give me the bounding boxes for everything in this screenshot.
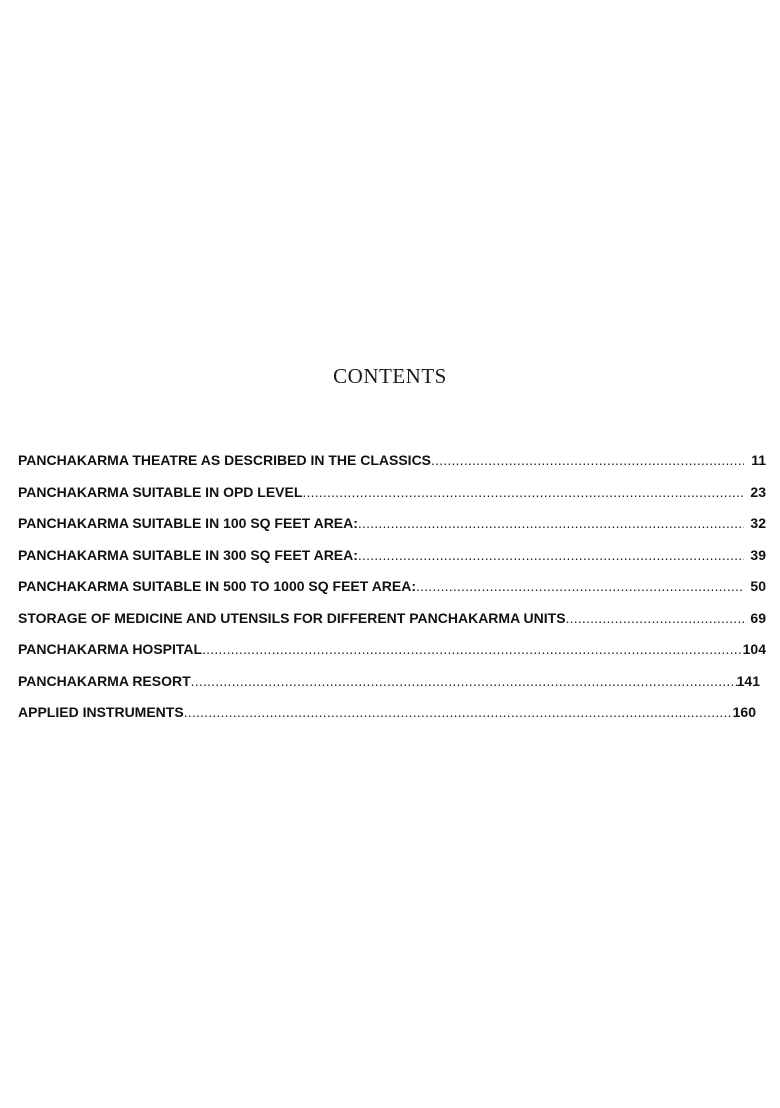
toc-entry	[18, 673, 760, 705]
toc-entry-title: PANCHAKARMA HOSPITAL	[18, 641, 203, 657]
toc-entry	[18, 578, 766, 610]
dot-leader	[191, 673, 737, 689]
toc-entry	[18, 641, 766, 673]
toc-entry-page: 11	[751, 452, 766, 468]
table-of-contents	[18, 452, 766, 736]
toc-entry-page: 104	[742, 641, 766, 657]
toc-entry	[18, 704, 756, 736]
toc-entry	[18, 515, 766, 547]
toc-entry-title: PANCHAKARMA THEATRE AS DESCRIBED IN THE CLASSICS	[18, 452, 432, 468]
toc-entry-page: 39	[750, 546, 766, 563]
toc-entry-title: PANCHAKARMA RESORT	[18, 672, 191, 689]
toc-entry-title: STORAGE OF MEDICINE AND UTENSILS FOR DIFFERENT PANCHAKARMA UNITS	[18, 609, 566, 626]
toc-entry-page: 50	[750, 578, 766, 594]
toc-entry-page: 141	[736, 672, 760, 689]
toc-entry	[18, 484, 766, 516]
toc-entry-page: 23	[750, 483, 766, 500]
dot-leader	[184, 704, 733, 720]
dot-leader	[202, 641, 743, 657]
dot-leader	[416, 578, 744, 594]
dot-leader	[302, 484, 744, 500]
toc-entry-title: PANCHAKARMA SUITABLE IN OPD LEVEL	[18, 483, 303, 500]
toc-entry-page: 69	[750, 609, 766, 626]
toc-entry	[18, 547, 766, 579]
toc-entry-title: PANCHAKARMA SUITABLE IN 500 TO 1000 SQ FEET AREA:	[18, 578, 417, 594]
dot-leader	[431, 452, 744, 468]
toc-entry-page: 32	[750, 515, 766, 531]
dot-leader	[358, 515, 744, 531]
toc-entry-page: 160	[732, 704, 756, 720]
toc-entry	[18, 610, 766, 642]
dot-leader	[566, 610, 744, 626]
contents-heading: CONTENTS	[333, 364, 447, 388]
toc-entry-title: APPLIED INSTRUMENTS	[18, 704, 184, 720]
dot-leader	[358, 547, 744, 563]
toc-entry	[18, 452, 766, 484]
toc-entry-title: PANCHAKARMA SUITABLE IN 300 SQ FEET AREA:	[18, 546, 358, 563]
toc-entry-title: PANCHAKARMA SUITABLE IN 100 SQ FEET AREA:	[18, 515, 358, 531]
